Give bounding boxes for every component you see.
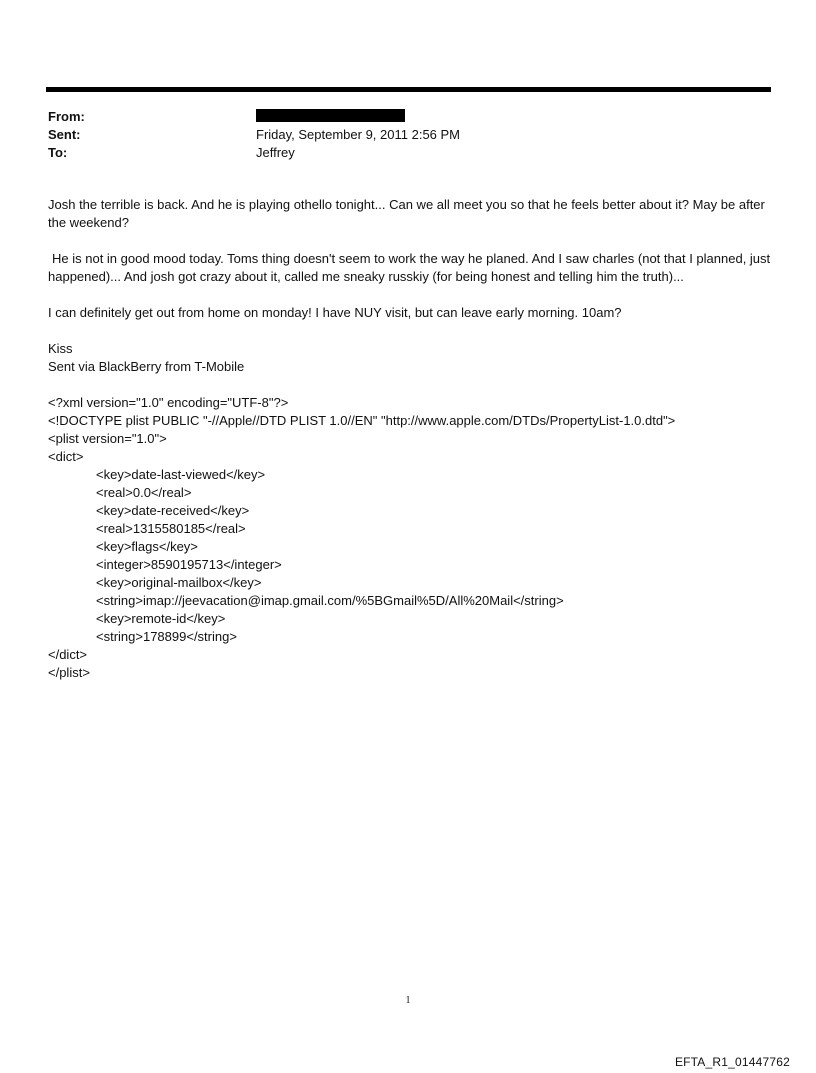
plist-entry: <key>date-received</key> xyxy=(96,503,250,518)
signature-block xyxy=(48,340,773,376)
from-row xyxy=(48,108,768,126)
sent-label: Sent: xyxy=(48,127,81,142)
document-id: EFTA_R1_01447762 xyxy=(674,1055,790,1069)
header-rule xyxy=(46,87,771,92)
plist-entry: <string>imap://jeevacation@imap.gmail.com/%5BGmail%5D/All%20Mail</string> xyxy=(96,593,564,608)
plist-metadata xyxy=(48,394,773,682)
page-number: 1 xyxy=(405,995,411,1006)
plist-close: </plist> xyxy=(48,665,90,680)
plist-entry: <key>date-last-viewed</key> xyxy=(96,467,266,482)
to-value: Jeffrey xyxy=(256,145,295,160)
plist-entry: <string>178899</string> xyxy=(96,629,237,644)
body-paragraph: Josh the terrible is back. And he is playing othello tonight... Can we all meet you so that he feels better about it? May be after the weekend? xyxy=(48,197,765,230)
email-body xyxy=(48,196,773,682)
to-row xyxy=(48,144,768,162)
sent-value: Friday, September 9, 2011 2:56 PM xyxy=(256,127,461,142)
plist-entry: <real>0.0</real> xyxy=(96,485,192,500)
plist-entry: <integer>8590195713</integer> xyxy=(96,557,282,572)
from-label: From: xyxy=(48,109,85,124)
plist-entry: <key>original-mailbox</key> xyxy=(96,575,262,590)
email-header xyxy=(48,108,768,162)
plist-entry: <real>1315580185</real> xyxy=(96,521,246,536)
doctype-line: <!DOCTYPE plist PUBLIC "-//Apple//DTD PLIST 1.0//EN" "http://www.apple.com/DTDs/PropertyList-1.0.dtd"> xyxy=(48,413,676,428)
plist-entry: <key>flags</key> xyxy=(96,539,198,554)
body-paragraph: He is not in good mood today. Toms thing doesn't seem to work the way he planed. And I saw charles (not that I planned, just happened)... And josh got crazy about it, called me sneaky russkiy (for being honest and telling him the truth)... xyxy=(48,251,771,284)
to-label: To: xyxy=(48,145,68,160)
xml-declaration: <?xml version="1.0" encoding="UTF-8"?> xyxy=(48,395,289,410)
redaction-bar xyxy=(256,109,405,122)
signoff: Kiss xyxy=(48,341,73,356)
signature: Sent via BlackBerry from T-Mobile xyxy=(48,359,245,374)
plist-entry: <key>remote-id</key> xyxy=(96,611,226,626)
sent-row xyxy=(48,126,768,144)
plist-open: <plist version="1.0"> xyxy=(48,431,167,446)
dict-open: <dict> xyxy=(48,449,84,464)
dict-close: </dict> xyxy=(48,647,88,662)
body-paragraph: I can definitely get out from home on monday! I have NUY visit, but can leave early morning. 10am? xyxy=(48,305,622,320)
